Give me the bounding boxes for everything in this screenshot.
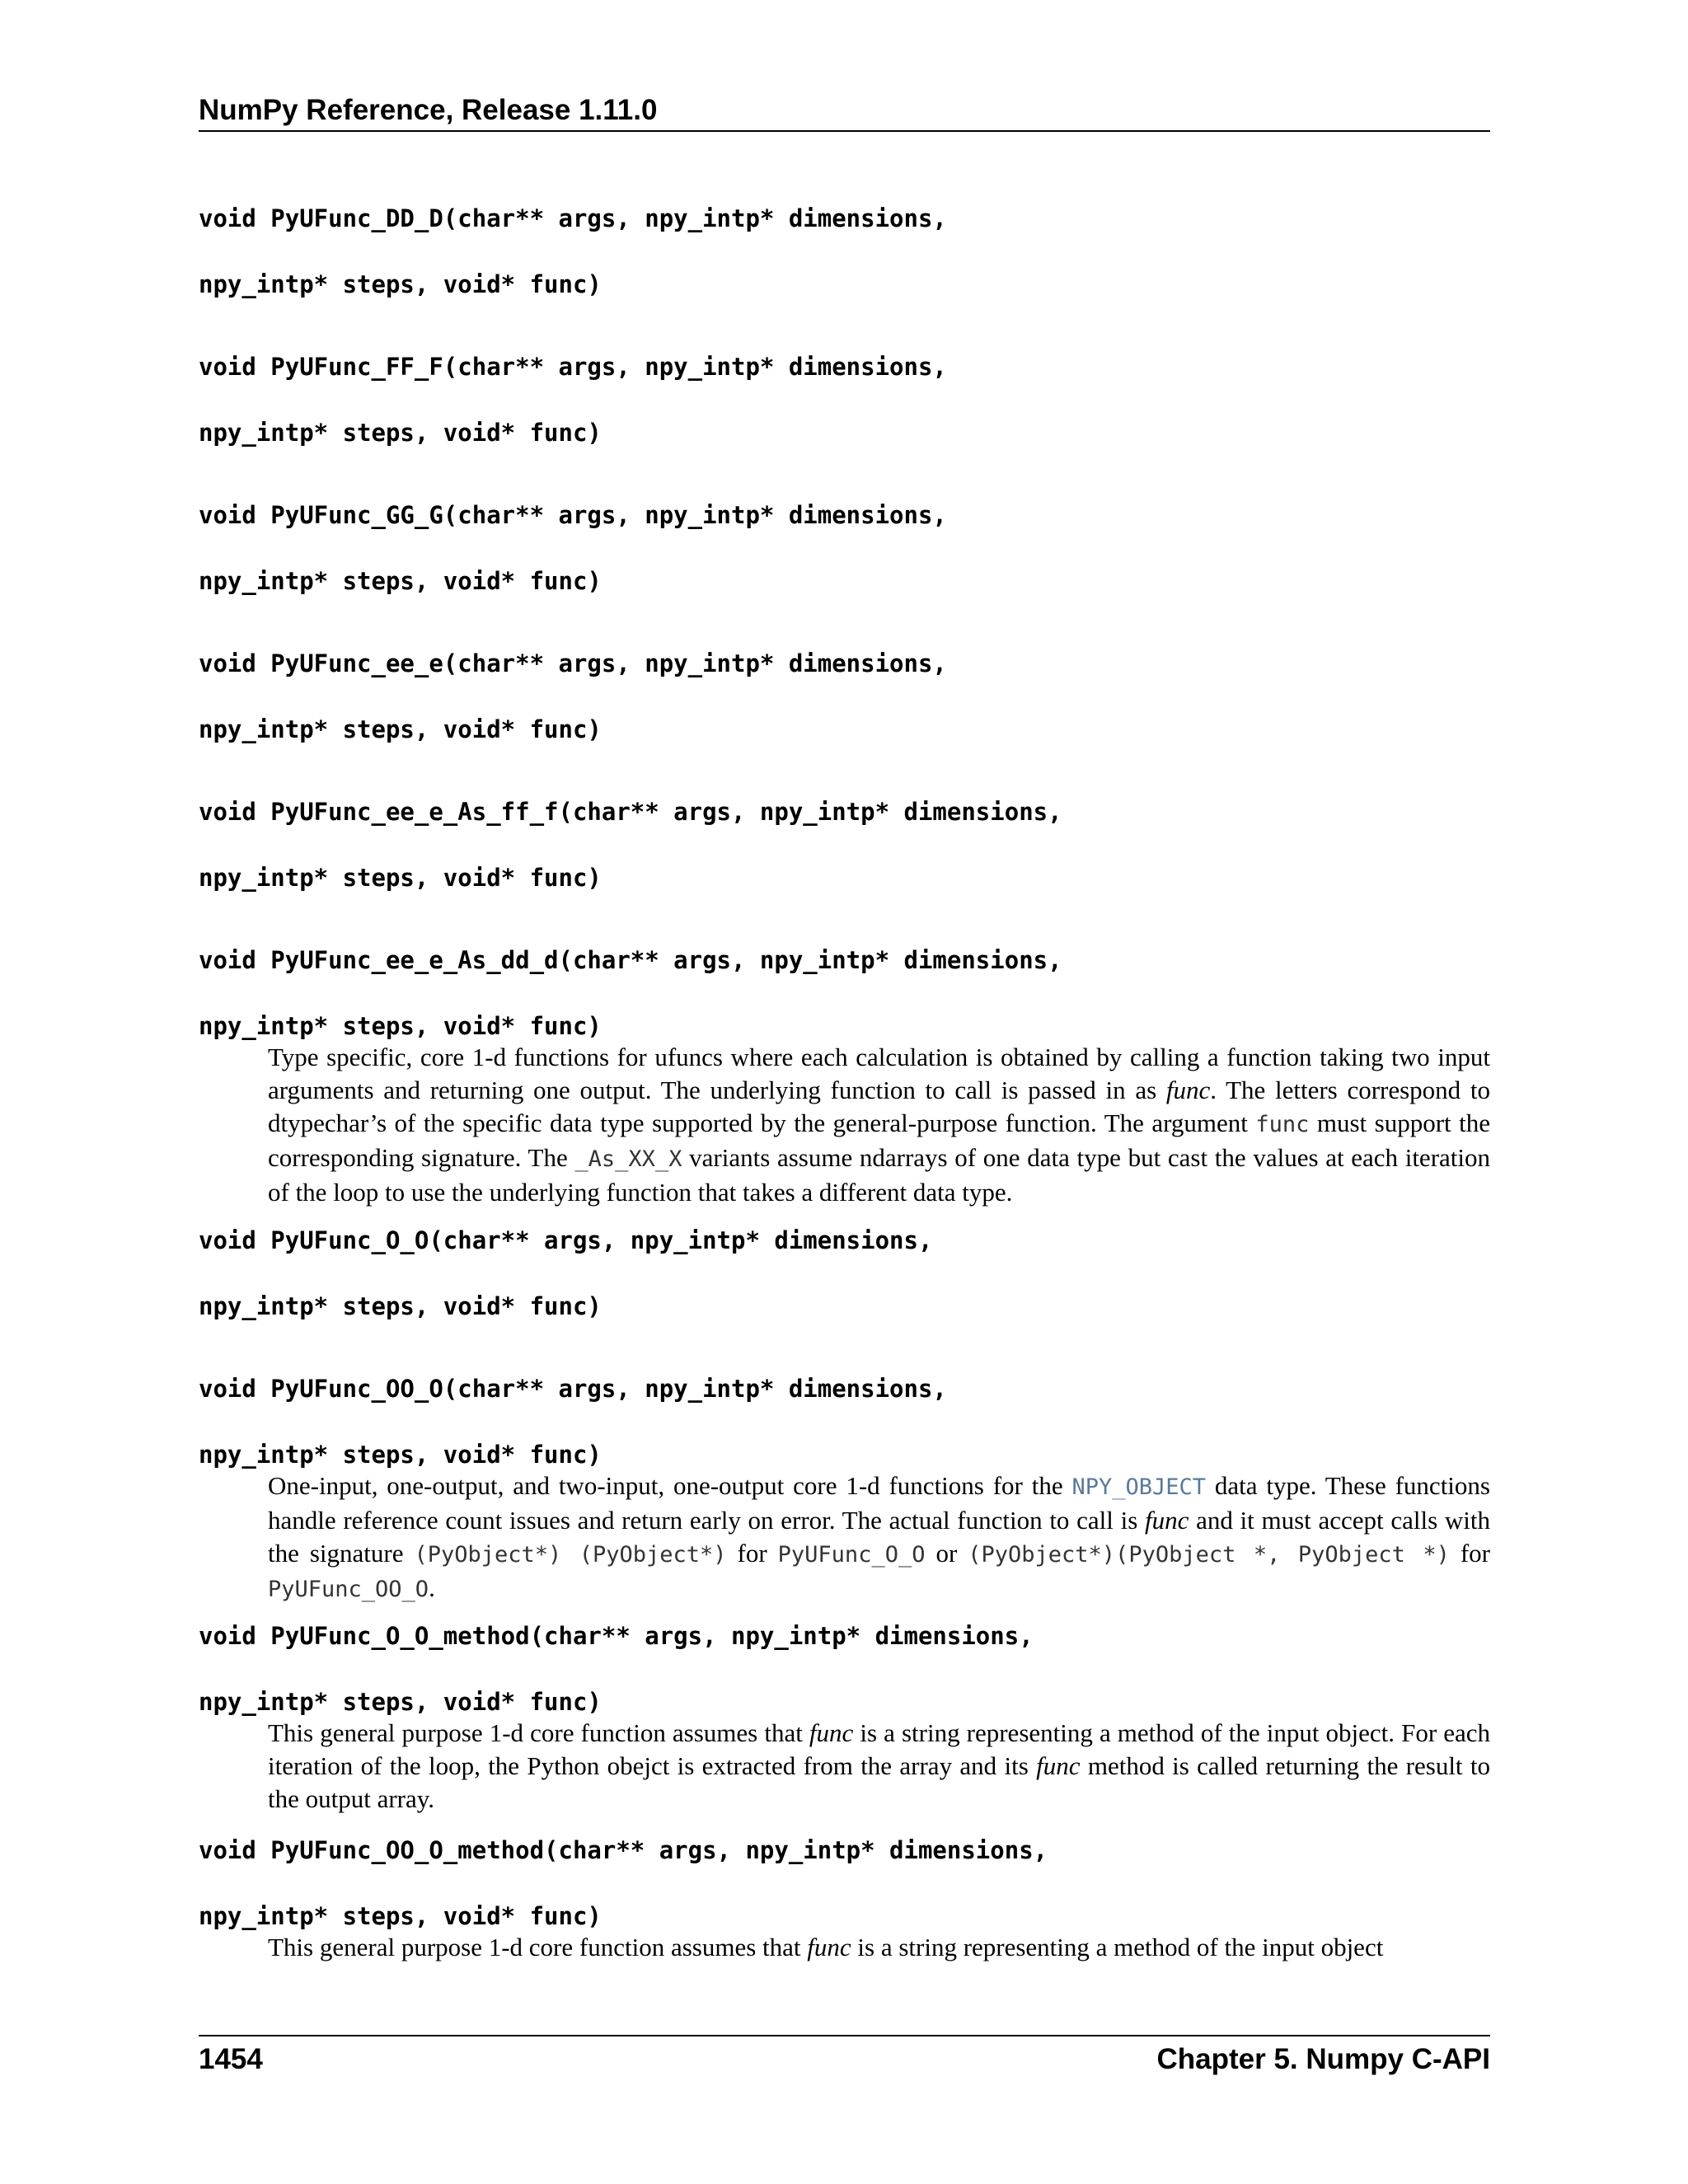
- header-rule: [199, 130, 1490, 132]
- inline-code: _As_XX_X: [574, 1146, 682, 1172]
- inline-code: PyUFunc_O_O: [777, 1542, 926, 1568]
- function-signature-line1: void PyUFunc_O_O_method(char** args, npy_intp* dimensions,: [199, 1622, 1034, 1650]
- function-signature-line1: void PyUFunc_OO_O_method(char** args, npy_intp* dimensions,: [199, 1836, 1048, 1864]
- function-signature-line2: npy_intp* steps, void* func): [199, 1012, 602, 1040]
- npy-object-link[interactable]: NPY_OBJECT: [1071, 1474, 1206, 1500]
- function-signature-line1: void PyUFunc_OO_O(char** args, npy_intp* dimensions,: [199, 1375, 947, 1403]
- function-signature-line1: void PyUFunc_DD_D(char** args, npy_intp* dimensions,: [199, 204, 947, 232]
- function-signature-line2: npy_intp* steps, void* func): [199, 715, 602, 743]
- function-signature-line1: void PyUFunc_ee_e_As_ff_f(char** args, npy_intp* dimensions,: [199, 798, 1062, 826]
- function-signature-line2: npy_intp* steps, void* func): [199, 1292, 602, 1320]
- inline-code: (PyObject*)(PyObject *, PyObject *): [968, 1542, 1450, 1568]
- function-signature-line2: npy_intp* steps, void* func): [199, 1902, 602, 1930]
- function-signature-line1: void PyUFunc_FF_F(char** args, npy_intp* dimensions,: [199, 353, 947, 381]
- inline-code: func: [1255, 1112, 1310, 1137]
- chapter-title: Chapter 5. Numpy C-API: [1156, 2043, 1490, 2075]
- document-page: [199, 0, 1490, 2184]
- function-signature-line2: npy_intp* steps, void* func): [199, 419, 602, 447]
- function-signature-line2: npy_intp* steps, void* func): [199, 567, 602, 595]
- function-signature-line1: void PyUFunc_ee_e_As_dd_d(char** args, npy_intp* dimensions,: [199, 946, 1062, 974]
- function-description: This general purpose 1-d core function assumes that func is a string representing a method of the input object. For each iteration of the loop, the Python obejct is extracted from the array and its func method is called returning the result to the output array.: [268, 1718, 1491, 1813]
- function-signature-line1: void PyUFunc_ee_e(char** args, npy_intp* dimensions,: [199, 649, 947, 677]
- inline-code: (PyObject*) (PyObject*): [414, 1542, 727, 1568]
- running-header: NumPy Reference, Release 1.11.0: [199, 94, 658, 126]
- function-signature-line2: npy_intp* steps, void* func): [199, 1688, 602, 1716]
- function-description: Type specific, core 1-d functions for ufuncs where each calculation is obtained by calling a function taking two input arguments and returning one output. The underlying function to call is passed in as func. The letters correspond to dtypechar’s of the specific data type supported by the general-purpose function. The argument func must support the corresponding signature. The _As_XX_X variants assume ndarrays of one data type but cast the values at each iteration of the loop to use the underlying function that takes a different data type.: [268, 1043, 1490, 1207]
- function-description: This general purpose 1-d core function assumes that func is a string representing a method of the input object: [268, 1933, 1384, 1961]
- function-signature-line2: npy_intp* steps, void* func): [199, 270, 602, 298]
- function-description: One-input, one-output, and two-input, one-output core 1-d functions for the NPY_OBJECT data type. These functions handle reference count issues and return early on error. The actual function to call is func and it must accept calls with the signature (PyObject*) (PyObject*) for PyUFunc_O_O or (PyObject*)(PyObject *, PyObject *) for PyUFunc_OO_O.: [268, 1471, 1490, 1602]
- function-signature-line1: void PyUFunc_O_O(char** args, npy_intp* dimensions,: [199, 1226, 933, 1254]
- inline-code: PyUFunc_OO_O: [268, 1577, 429, 1602]
- function-signature-line1: void PyUFunc_GG_G(char** args, npy_intp* dimensions,: [199, 501, 947, 529]
- page-number: 1454: [199, 2043, 263, 2075]
- function-signature-line2: npy_intp* steps, void* func): [199, 1441, 602, 1469]
- function-signature-line2: npy_intp* steps, void* func): [199, 864, 602, 892]
- footer-rule: [199, 2035, 1490, 2036]
